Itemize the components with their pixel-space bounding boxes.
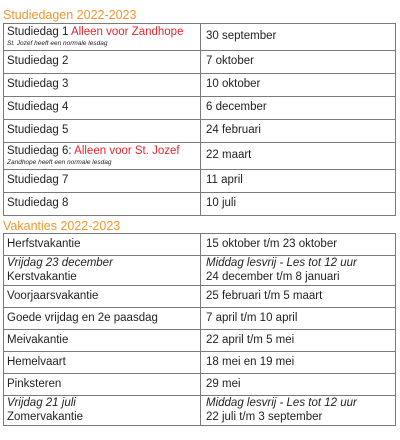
table-row xyxy=(4,330,396,352)
row-label: Kerstvakantie xyxy=(7,270,77,283)
studiedagen-table xyxy=(3,23,396,216)
studiedagen-title: Studiedagen 2022-2023 xyxy=(3,8,137,22)
day-label-cell: Studiedag 8 xyxy=(4,193,201,216)
table-row xyxy=(4,352,396,374)
date-cell: 7 oktober xyxy=(201,51,396,74)
date-cell: 11 april xyxy=(201,170,396,193)
date-cell xyxy=(201,256,396,286)
day-label-cell xyxy=(4,143,201,170)
row-note: St. Jozef heeft een normale lesdag xyxy=(7,40,108,48)
date-cell: 29 mei xyxy=(201,374,396,396)
holiday-label-cell xyxy=(4,396,201,426)
table-row xyxy=(4,143,396,170)
row-italic-label: Vrijdag 23 december xyxy=(7,257,113,270)
table-row xyxy=(4,308,396,330)
date-cell xyxy=(201,396,396,426)
date-cell: 10 juli xyxy=(201,193,396,216)
table-row xyxy=(4,170,396,193)
holiday-label-cell: Goede vrijdag en 2e paasdag xyxy=(4,308,201,330)
day-label-cell xyxy=(4,24,201,51)
date-cell: 6 december xyxy=(201,97,396,120)
date-cell: 30 september xyxy=(201,24,396,51)
day-label-cell: Studiedag 5 xyxy=(4,120,201,143)
date-cell: 24 februari xyxy=(201,120,396,143)
table-row xyxy=(4,120,396,143)
row-highlight: Alleen voor Zandhope xyxy=(70,25,184,38)
date-cell: 15 oktober t/m 23 oktober xyxy=(201,234,396,256)
row-note: Zandhope heeft een normale lesdag xyxy=(7,159,112,167)
day-label-cell: Studiedag 3 xyxy=(4,74,201,97)
row-label: Studiedag 6: xyxy=(7,144,75,157)
table-row xyxy=(4,256,396,286)
date-cell: 10 oktober xyxy=(201,74,396,97)
date-cell: 22 april t/m 5 mei xyxy=(201,330,396,352)
day-label-cell: Studiedag 2 xyxy=(4,51,201,74)
date-cell: 18 mei en 19 mei xyxy=(201,352,396,374)
row-italic-date: Middag lesvrij - Les tot 12 uur xyxy=(206,397,357,410)
holiday-label-cell: Voorjaarsvakantie xyxy=(4,286,201,308)
date-cell: 22 maart xyxy=(201,143,396,170)
holiday-label-cell: Hemelvaart xyxy=(4,352,201,374)
table-row xyxy=(4,193,396,216)
table-row xyxy=(4,396,396,426)
table-row xyxy=(4,286,396,308)
row-label: Zomervakantie xyxy=(7,410,84,423)
table-row xyxy=(4,24,396,51)
table-row xyxy=(4,234,396,256)
row-date: 22 juli t/m 3 september xyxy=(206,410,323,423)
holiday-label-cell xyxy=(4,256,201,286)
row-highlight: Alleen voor St. Jozef xyxy=(74,144,180,157)
table-row xyxy=(4,374,396,396)
table-row xyxy=(4,97,396,120)
row-label: Studiedag 1 xyxy=(7,25,71,38)
vakanties-table xyxy=(3,233,396,426)
table-row xyxy=(4,51,396,74)
vakanties-title: Vakanties 2022-2023 xyxy=(3,219,121,233)
holiday-label-cell: Meivakantie xyxy=(4,330,201,352)
row-date: 24 december t/m 8 januari xyxy=(206,270,340,283)
row-italic-date: Middag lesvrij - Les tot 12 uur xyxy=(206,257,357,270)
date-cell: 25 februari t/m 5 maart xyxy=(201,286,396,308)
table-row xyxy=(4,74,396,97)
day-label-cell: Studiedag 7 xyxy=(4,170,201,193)
holiday-label-cell: Herfstvakantie xyxy=(4,234,201,256)
holiday-label-cell: Pinksteren xyxy=(4,374,201,396)
date-cell: 7 april t/m 10 april xyxy=(201,308,396,330)
row-italic-label: Vrijdag 21 juli xyxy=(7,397,76,410)
day-label-cell: Studiedag 4 xyxy=(4,97,201,120)
